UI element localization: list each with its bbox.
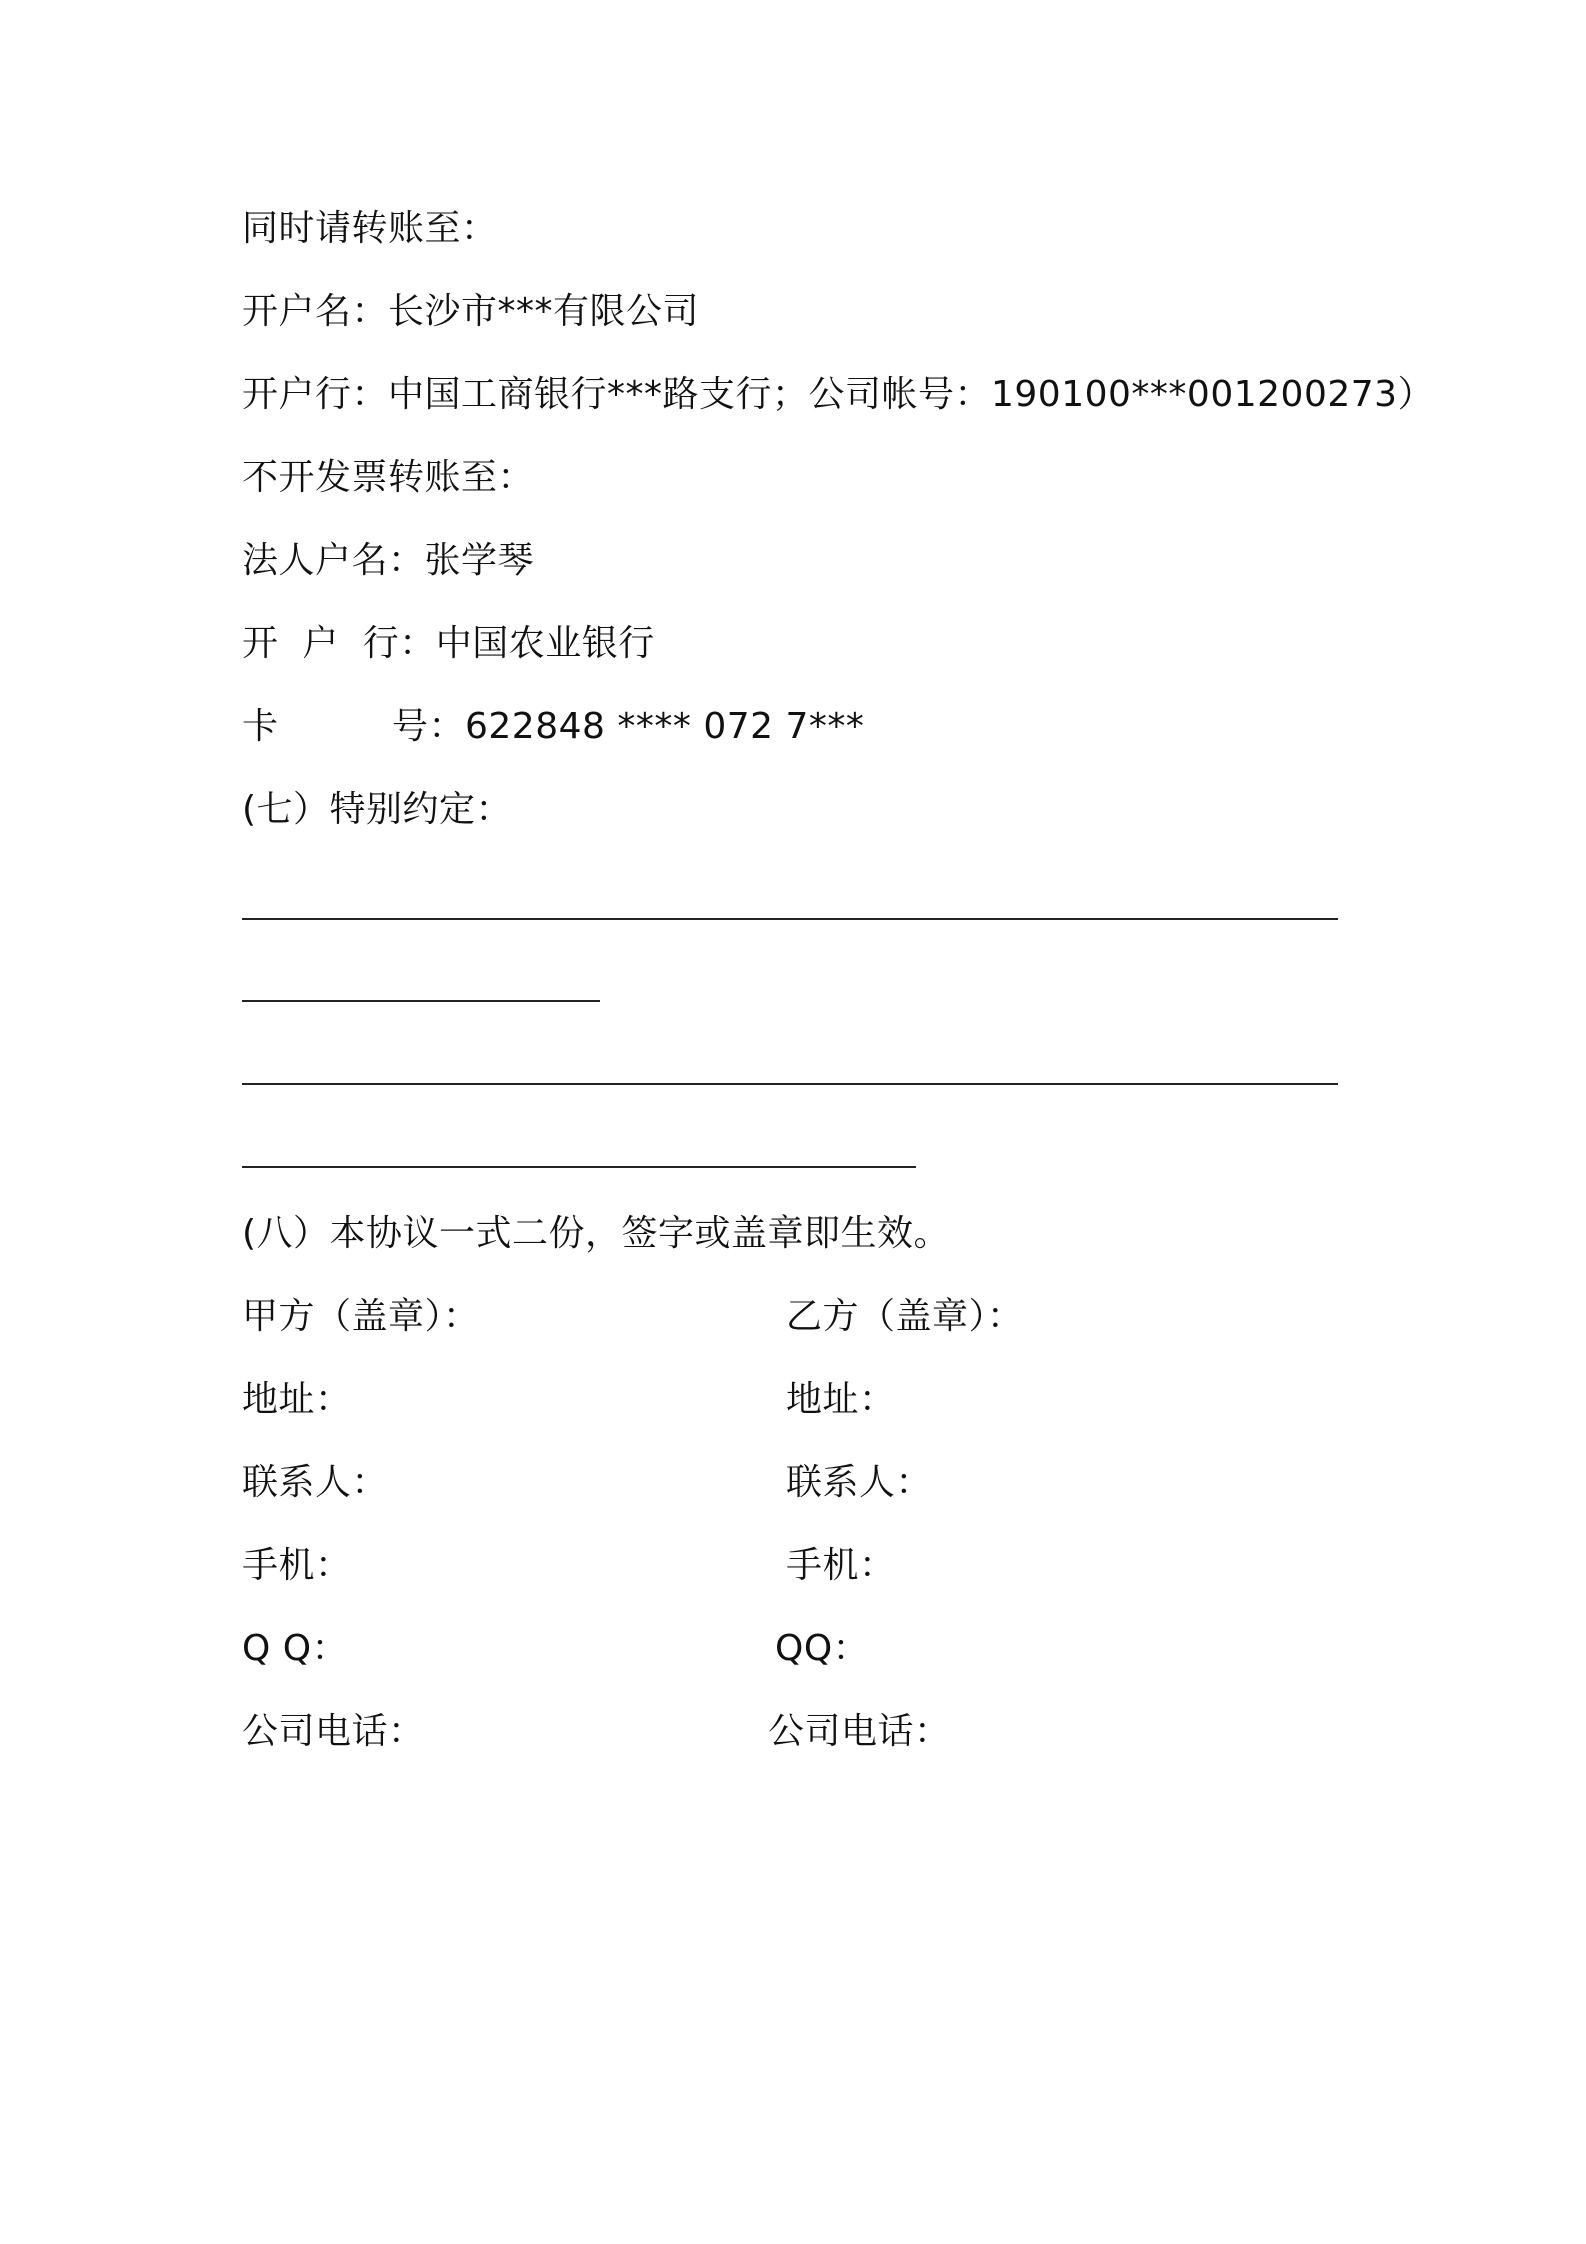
party-a-mobile: 手机： [242, 1545, 352, 1586]
account-name: 开户名：长沙市***有限公司 [242, 291, 700, 332]
transfer-heading: 同时请转账至： [242, 208, 498, 249]
party-a-qq: Q Q： [242, 1628, 349, 1669]
party-a-seal: 甲方（盖章）： [242, 1296, 480, 1337]
card-number: 号：622848 **** 072 7*** [392, 706, 865, 747]
bank-account-line: 开户行：中国工商银行***路支行；公司帐号：190100***001200273） [242, 374, 1435, 415]
no-invoice-heading: 不开发票转账至： [242, 457, 535, 498]
special-terms-heading: (七）特别约定： [242, 789, 513, 830]
party-b-contact: 联系人： [786, 1462, 933, 1503]
party-b-company-phone: 公司电话： [768, 1711, 951, 1752]
special-terms-blank-line [242, 918, 1338, 920]
effective-clause: (八）本协议一式二份，签字或盖章即生效。 [242, 1213, 951, 1254]
party-b-seal: 乙方（盖章）： [786, 1296, 1024, 1337]
special-terms-blank-line [242, 1166, 916, 1168]
card-label: 卡 [242, 706, 279, 747]
legal-bank: 开 户 行：中国农业银行 [242, 623, 655, 664]
party-a-company-phone: 公司电话： [242, 1711, 425, 1752]
party-b-address: 地址： [786, 1379, 896, 1420]
party-b-mobile: 手机： [786, 1545, 896, 1586]
legal-account-name: 法人户名：张学琴 [242, 540, 535, 581]
party-a-address: 地址： [242, 1379, 352, 1420]
special-terms-blank-line [242, 1000, 600, 1002]
party-b-qq: QQ： [775, 1628, 870, 1669]
special-terms-blank-line [242, 1083, 1338, 1085]
party-a-contact: 联系人： [242, 1462, 389, 1503]
card-number-line [242, 703, 864, 751]
